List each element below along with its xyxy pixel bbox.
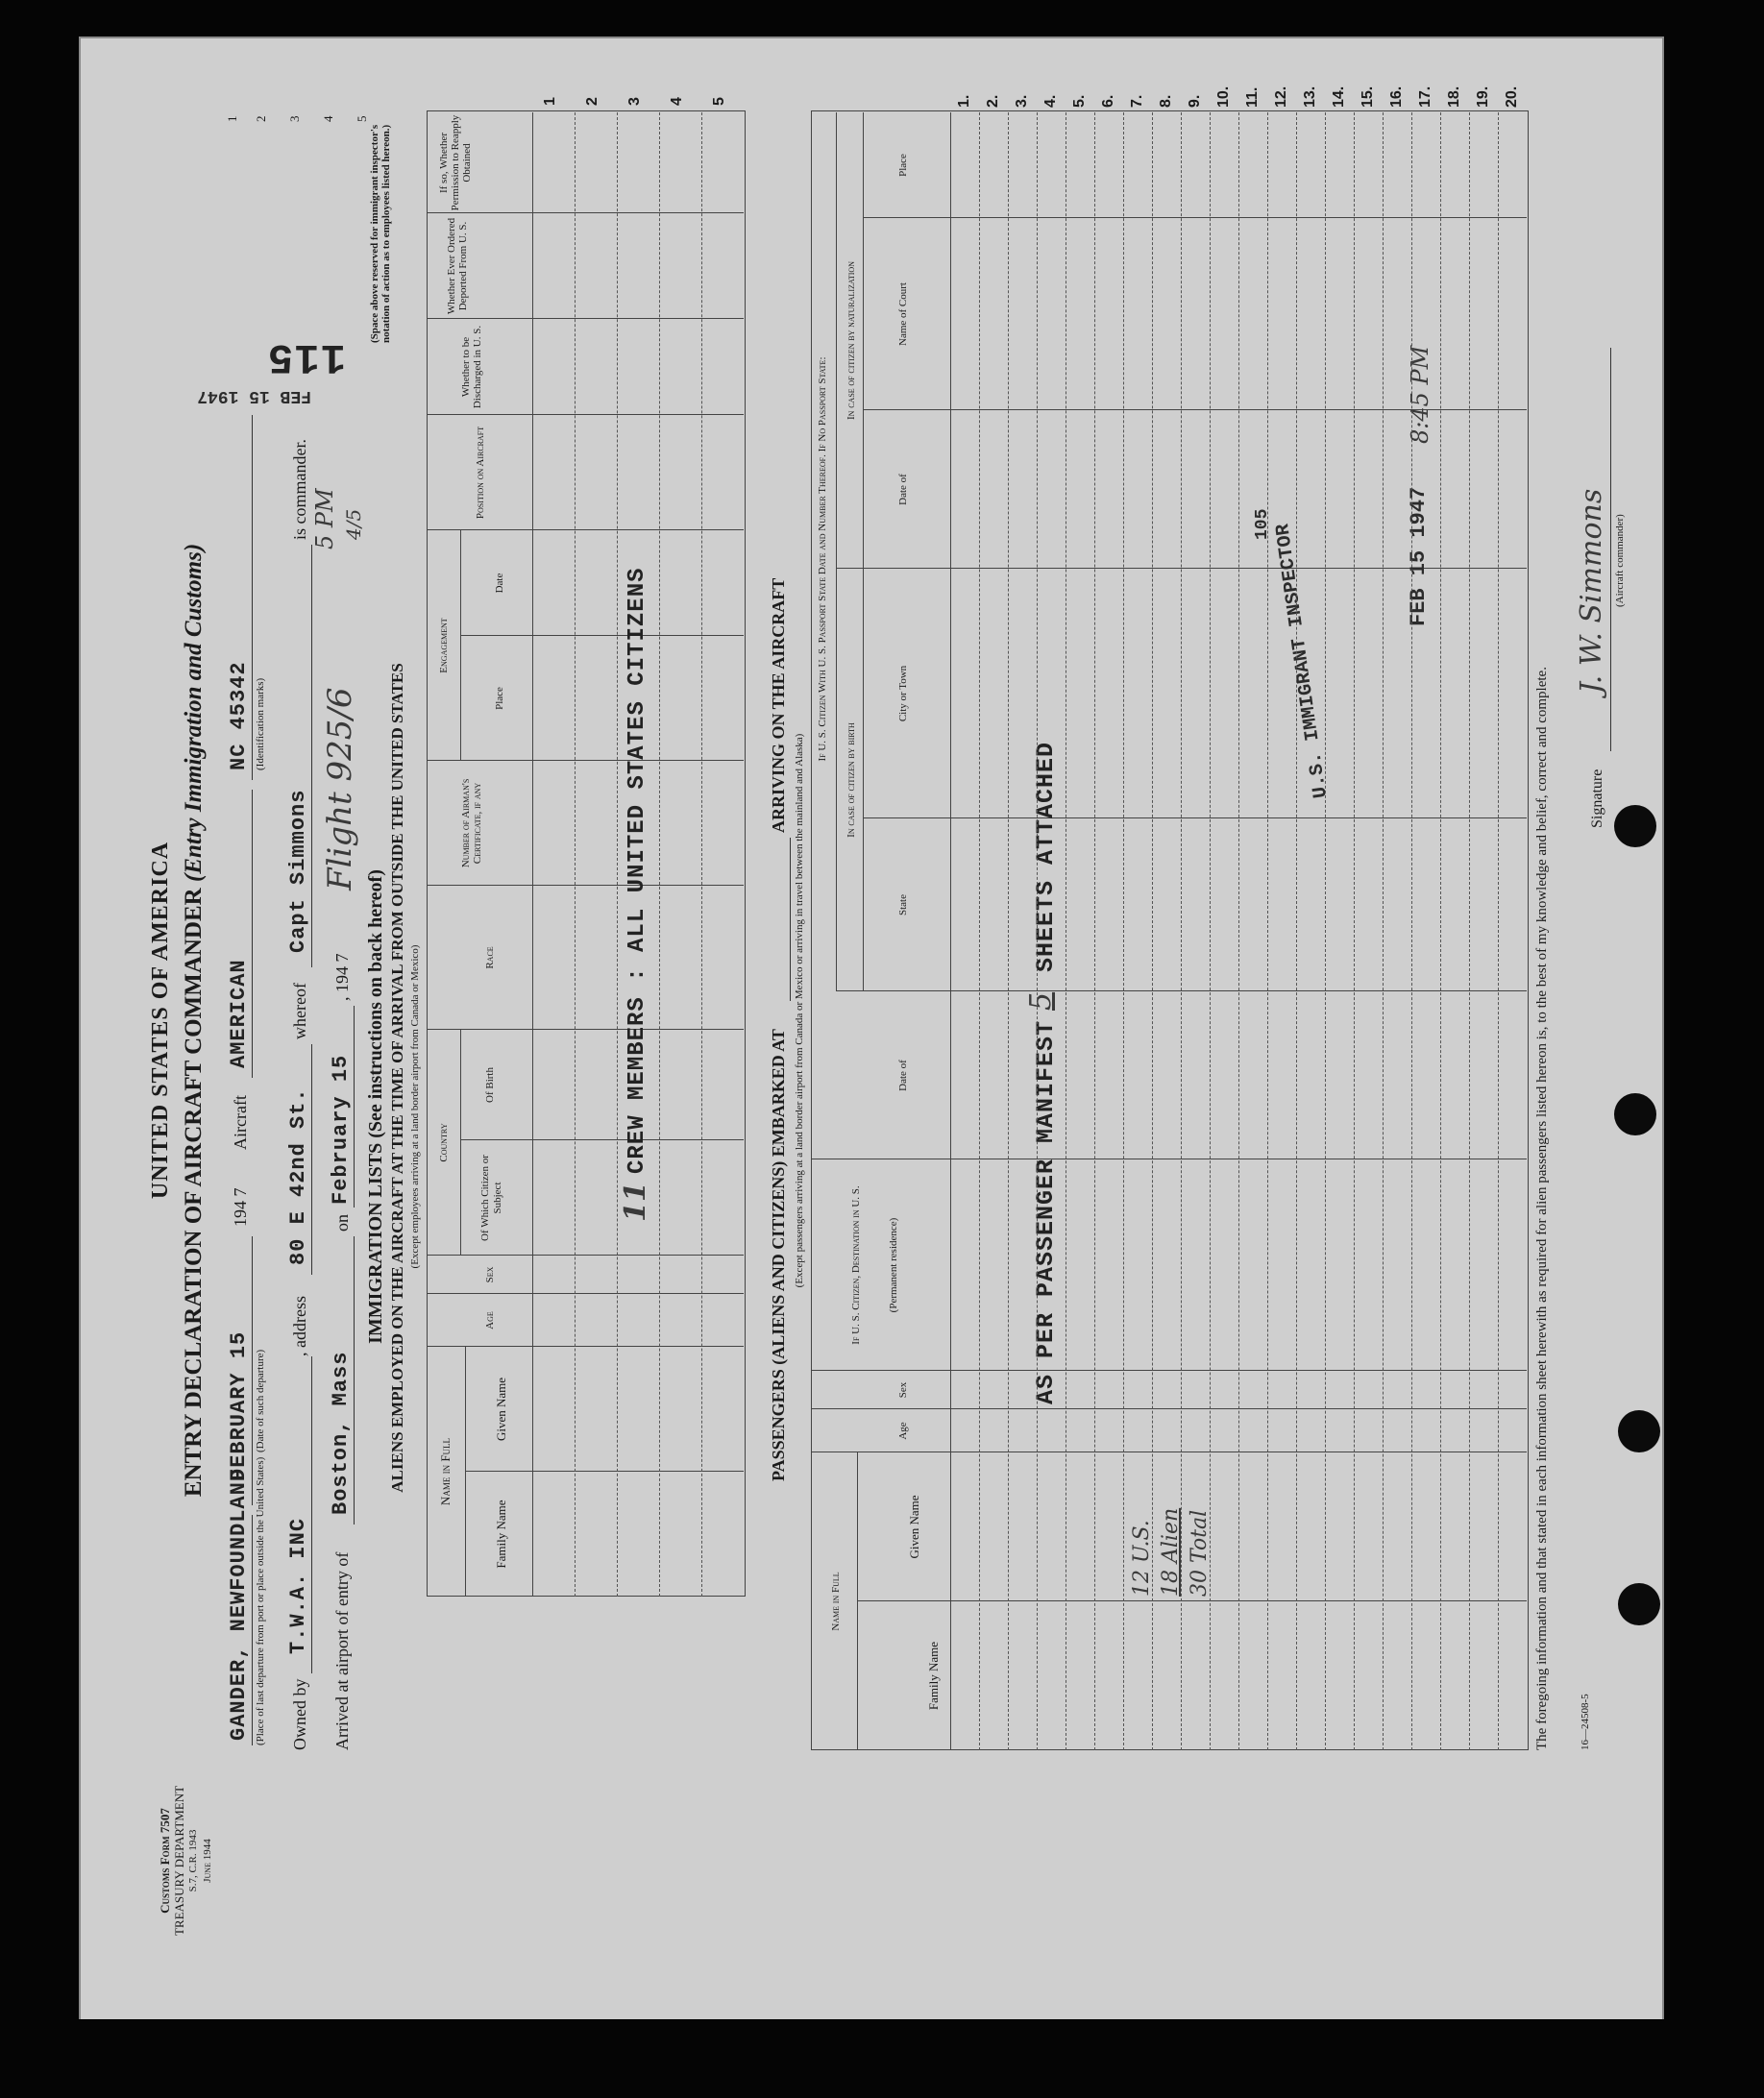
passenger-row-num: 4. — [1042, 94, 1059, 108]
passenger-row-rule — [1354, 112, 1355, 1750]
ident-value: NC 45342 — [227, 661, 251, 770]
manifest-count: 5 — [1024, 991, 1058, 1011]
passenger-row-num: 5. — [1071, 94, 1088, 108]
date-stamp-bottom: FEB 15 1947 — [1407, 486, 1431, 626]
country-header: UNITED STATES OF AMERICA — [148, 841, 173, 1200]
form-title-main: ENTRY DECLARATION OF AIRCRAFT COMMANDER — [181, 888, 207, 1498]
scan-number: 115 — [266, 331, 347, 380]
margin-num-4: 4 — [321, 115, 335, 122]
tally-total: 30 Total — [1188, 1509, 1212, 1597]
form-title-suffix: (Entry Immigration and Customs) — [181, 543, 207, 883]
passenger-tally — [1128, 1508, 1214, 1597]
pax-birth-rule — [863, 112, 864, 991]
pax-col-birth-group: In case of citizen by birth — [845, 722, 857, 838]
crew-engagement-rule — [460, 530, 461, 761]
print-code: 16—24508-5 — [1580, 1694, 1591, 1750]
crew-row-rule-3 — [659, 112, 660, 1597]
crew-col-citizen-of: Of Which Citizen or Subject — [479, 1155, 503, 1241]
arrived-value: Boston, Mass — [329, 1351, 353, 1515]
passenger-row-num: 11. — [1244, 86, 1261, 108]
date-stamp-top: FEB 15 1947 — [197, 386, 311, 405]
handwritten-flight: Flight 925/6 — [321, 687, 359, 890]
crew-col-place: Place — [494, 687, 505, 710]
crew-row-rule-2 — [617, 112, 618, 1597]
commander-line — [311, 545, 312, 967]
certification-text: The foregoing information and that stated in each information sheet herewith as required for alien passengers listed hereon is, to the best of my knowledge and belief, correct and complete. — [1534, 667, 1550, 1750]
pax-vline-4 — [811, 1370, 1527, 1371]
crew-col-race: Race — [484, 946, 496, 969]
crew-col-date: Date — [494, 573, 505, 594]
passenger-row-num: 19. — [1475, 85, 1491, 108]
passenger-row-rule — [1037, 112, 1038, 1750]
departure-place-value: GANDER, NEWFOUNDLAND — [227, 1467, 251, 1741]
margin-num-5: 5 — [355, 115, 369, 122]
pax-vline-1 — [857, 1600, 1527, 1601]
passenger-row-num: 6. — [1100, 94, 1116, 108]
passenger-row-rule — [1383, 112, 1384, 1750]
passenger-row-num: 16. — [1388, 85, 1405, 108]
crew-col-discharged: Whether to be Discharged in U. S. — [460, 325, 483, 409]
passengers-header-right: ARRIVING ON THE AIRCRAFT — [769, 577, 788, 833]
crew-vline-6 — [427, 1029, 744, 1030]
immigration-header: IMMIGRATION LISTS (See instructions on back hereof) — [365, 869, 386, 1344]
owned-by-line — [311, 1356, 312, 1673]
commander-value: Capt Simmons — [286, 789, 310, 953]
passenger-row-num: 7. — [1129, 94, 1145, 108]
crew-row-num: 4 — [669, 97, 685, 106]
crew-vline-8 — [427, 760, 744, 761]
pax-col-naturalization-group: In case of citizen by naturalization — [845, 261, 857, 420]
crew-col-country: Country — [438, 1123, 450, 1162]
pax-vline-10 — [863, 217, 1527, 218]
tally-us: 12 U.S. — [1130, 1520, 1154, 1597]
form-number: Customs Form 7507 — [158, 1808, 172, 1914]
passenger-row-rule — [1325, 112, 1326, 1750]
crew-header-rule — [532, 112, 533, 1597]
passenger-row-num: 1. — [956, 94, 972, 108]
tally-alien: 18 Alien — [1159, 1507, 1183, 1597]
passenger-row-rule — [1440, 112, 1441, 1750]
crew-col-given: Given Name — [494, 1377, 508, 1442]
signature-caption: (Aircraft commander) — [1614, 514, 1626, 607]
crew-country-rule — [460, 1030, 461, 1256]
signature-value: J. W. Simmons — [1575, 488, 1608, 694]
edition: June 1944 — [202, 1839, 213, 1883]
crew-name-rule — [465, 1347, 466, 1597]
crew-row-num: 2 — [584, 97, 600, 106]
passenger-row-rule — [1296, 112, 1297, 1750]
departure-date-value: FEBRUARY 15 — [227, 1330, 251, 1481]
departure-date-caption: (Date of such departure) — [255, 1349, 266, 1452]
passenger-row-rule — [1411, 112, 1412, 1750]
signature-label: Signature — [1589, 768, 1605, 828]
handwritten-time-sub: 4/5 — [342, 508, 365, 540]
handwritten-time: 5 PM — [311, 488, 338, 549]
pax-col-date-of: Date of — [897, 1060, 909, 1091]
aircraft-label: Aircraft — [231, 1095, 250, 1150]
customs-form-7507 — [81, 38, 1662, 2019]
crew-row-num: 3 — [626, 97, 643, 106]
pax-col-place: Place — [897, 154, 909, 177]
passenger-row-num: 17. — [1417, 85, 1433, 108]
punch-hole-2 — [1618, 1410, 1660, 1452]
margin-num-1: 1 — [225, 115, 239, 122]
aircraft-value: AMERICAN — [227, 959, 251, 1068]
crew-row-rule-4 — [701, 112, 702, 1597]
departure-year: 194 7 — [231, 1187, 250, 1227]
arrival-year: , 194 7 — [332, 953, 352, 1001]
pax-col-sex: Sex — [897, 1381, 909, 1399]
passenger-row-num: 9. — [1187, 94, 1203, 108]
passenger-row-num: 8. — [1158, 94, 1174, 108]
crew-col-name-in-full: Name in Full — [438, 1437, 453, 1506]
crew-row-num: 5 — [711, 97, 727, 106]
regulation: S.7, C.R. 1943 — [187, 1829, 199, 1892]
pax-col-destination-sub: (Permanent residence) — [888, 1217, 899, 1313]
passport-rule — [836, 112, 837, 991]
pax-col-family: Family Name — [926, 1641, 941, 1711]
address-value: 80 E 42nd St. — [286, 1087, 310, 1265]
arrived-label: Arrived at airport of entry of — [332, 1551, 352, 1750]
manifest-suffix: SHEETS ATTACHED — [1032, 741, 1060, 972]
address-line — [311, 1044, 312, 1275]
passengers-header: PASSENGERS (ALIENS AND CITIZENS) EMBARKED AT — [769, 1029, 788, 1481]
inspector-note: (Space above reserved for immigrant inspector's notation of action as to employees listed hereon.) — [369, 124, 392, 343]
departure-place-caption: (Place of last departure from port or place outside the United States) — [255, 1456, 266, 1745]
passenger-row-rule — [979, 112, 980, 1750]
passenger-row-rule — [1094, 112, 1095, 1750]
whereof-label: whereof — [290, 983, 309, 1039]
manifest-prefix: AS PER PASSENGER MANIFEST — [1032, 1019, 1060, 1404]
pax-name-rule — [857, 1452, 858, 1750]
form-title — [181, 501, 208, 1539]
crew-vline-2 — [427, 1346, 744, 1347]
owned-by-value: T.W.A. INC — [286, 1517, 310, 1654]
commander-suffix: is commander. — [290, 439, 309, 540]
address-label: , address — [290, 1296, 309, 1356]
crew-vline-3 — [427, 1293, 744, 1294]
crew-col-position: Position on Aircraft — [475, 426, 486, 520]
pax-vline-3 — [811, 1408, 1527, 1409]
embarked-at-line — [790, 838, 791, 1001]
crew-col-certificate: Number of Airman's Certificate, if any — [460, 778, 483, 868]
department: TREASURY DEPARTMENT — [172, 1785, 186, 1937]
passenger-row-num: 14. — [1331, 85, 1347, 108]
pax-col-state: State — [897, 894, 909, 915]
departure-place-line — [252, 1515, 253, 1745]
form-meta — [158, 1769, 215, 1952]
passenger-row-num: 2. — [985, 94, 1001, 108]
pax-vline-7 — [863, 817, 1527, 818]
pax-col-destination: If U. S. Citizen, Destination in U. S. — [850, 1185, 862, 1345]
crew-col-family: Family Name — [494, 1500, 508, 1569]
passenger-row-rule — [1008, 112, 1009, 1750]
owned-by-label: Owned by — [290, 1678, 309, 1750]
passengers-subheader: (Except passengers arriving at a land border airport from Canada or Mexico or arriving in travel between the mainland and Alaska) — [794, 733, 805, 1288]
punch-hole-1 — [1618, 1583, 1660, 1625]
punch-hole-4 — [1614, 805, 1656, 847]
crew-note: CREW MEMBERS : ALL UNITED STATES CITIZENS — [625, 567, 650, 1174]
arrived-line — [354, 1236, 355, 1525]
passenger-row-num: 15. — [1360, 85, 1376, 108]
passenger-row-num: 13. — [1302, 85, 1318, 108]
arrival-date-line — [354, 1006, 355, 1208]
crew-col-engagement: Engagement — [438, 618, 450, 673]
crew-col-deported: Whether Ever Ordered Deported From U. S. — [446, 217, 469, 315]
passenger-row-num: 3. — [1014, 94, 1030, 108]
passenger-row-num: 10. — [1215, 85, 1232, 108]
pax-col-court: Name of Court — [897, 282, 909, 346]
margin-num-3: 3 — [287, 115, 302, 122]
pax-col-name-in-full: Name in Full — [830, 1572, 842, 1631]
pax-header-rule — [950, 112, 951, 1750]
ident-caption: (Identification marks) — [255, 677, 266, 770]
aliens-header: ALIENS EMPLOYED ON THE AIRCRAFT AT THE TIME OF ARRIVAL FROM OUTSIDE THE UNITED STATES — [388, 663, 406, 1493]
passenger-row-rule — [1123, 112, 1124, 1750]
crew-row-num: 1 — [542, 97, 558, 106]
punch-hole-3 — [1614, 1093, 1656, 1135]
crew-col-age: Age — [484, 1311, 496, 1330]
aliens-subheader: (Except employees arriving at a land border airport from Canada or Mexico) — [409, 944, 421, 1269]
passenger-row-rule — [1181, 112, 1182, 1750]
passenger-row-num: 12. — [1273, 85, 1289, 108]
pax-col-date-of-2: Date of — [897, 474, 909, 505]
passenger-row-rule — [1469, 112, 1470, 1750]
passenger-row-num: 18. — [1446, 85, 1462, 108]
crew-col-sex: Sex — [484, 1266, 496, 1283]
passenger-row-rule — [1498, 112, 1499, 1750]
crew-vline-4 — [427, 1255, 744, 1256]
ident-line — [252, 415, 253, 780]
crew-col-reapply: If so, Whether Permission to Reapply Obtained — [438, 114, 473, 211]
passenger-row-rule — [1267, 112, 1268, 1750]
crew-row-rule-1 — [575, 112, 576, 1597]
pax-col-given: Given Name — [907, 1495, 921, 1559]
arrival-date-value: February 15 — [329, 1054, 353, 1205]
scanned-page — [79, 37, 1664, 2019]
passport-note: If U. S. Citizen With U. S. Passport State Date and Number Thereof. If No Passport State: — [817, 356, 828, 762]
passenger-row-rule — [1238, 112, 1239, 1750]
crew-vline-12 — [427, 318, 744, 319]
margin-num-2: 2 — [254, 115, 268, 122]
stamp-number: 105 — [1253, 508, 1272, 540]
aircraft-line — [252, 790, 253, 1078]
crew-vline-13 — [427, 212, 744, 213]
crew-count: 11 — [619, 1182, 652, 1222]
pax-col-city: City or Town — [897, 665, 909, 722]
stamp-time: 8:45 PM — [1407, 345, 1433, 444]
pax-col-age: Age — [897, 1422, 909, 1440]
signature-line — [1610, 348, 1611, 751]
passenger-row-rule — [1152, 112, 1153, 1750]
passenger-row-rule — [1210, 112, 1211, 1750]
on-label: on — [332, 1214, 352, 1232]
passenger-row-num: 20. — [1504, 85, 1520, 108]
departure-date-line — [252, 1236, 253, 1505]
inspector-stamp: U.S. IMMIGRANT INSPECTOR — [1272, 522, 1333, 800]
crew-col-of-birth: Of Birth — [484, 1067, 496, 1103]
